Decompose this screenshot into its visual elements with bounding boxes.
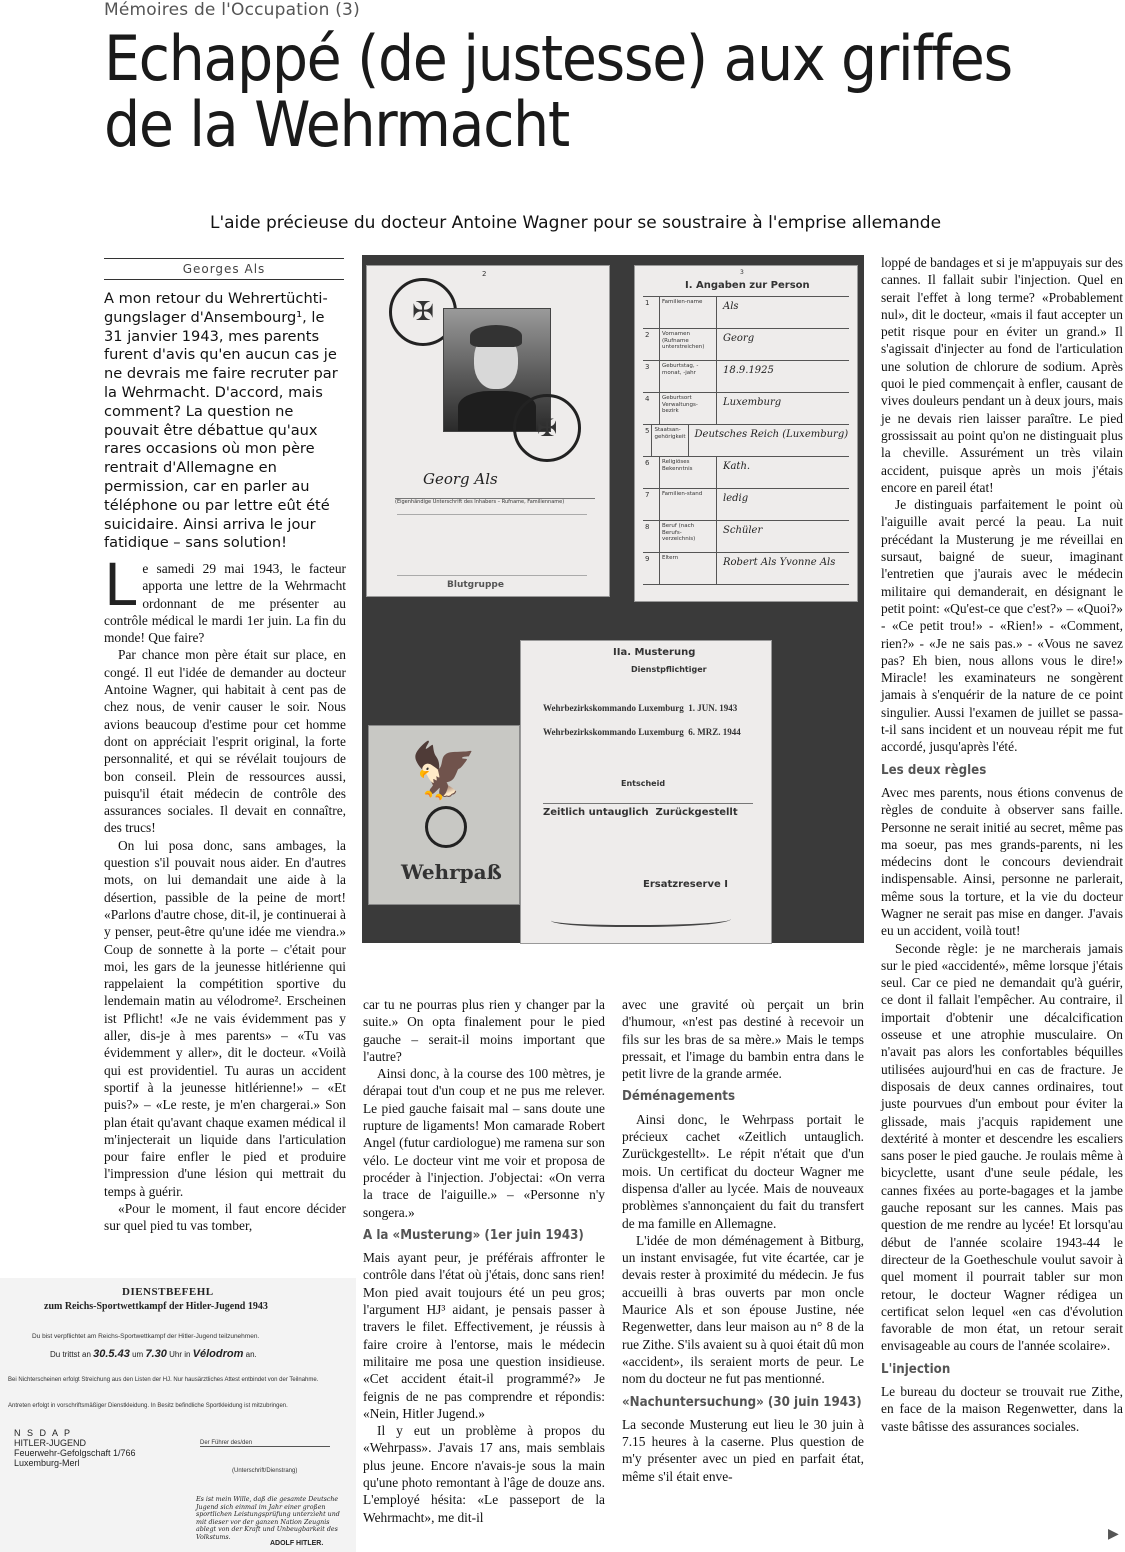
entscheid-label: Entscheid xyxy=(621,779,666,788)
stamp-line: N S D A P xyxy=(14,1428,73,1438)
paragraph: loppé de bandages et si je m'appuyais sur des cannes. Il fallait subir l'injection. Quel en serait l'effet à long terme? «Probablement nul», dit le docteur, «mais il faut accepter un petit risque pour en éviter un grand.» Il s'agissait d'injecter au fond de l'articulation une solution de chlorure de sodium. Après quoi le pied commençait à enfler, causant de vives douleurs pendant un à deux jours, mais je ne devais rien laisser paraître. Le pied grossissait au point qu'on ne distinguait plus la cheville. Assurément un très vilain accident, puisque après un mois j'étais encore en pareil état! xyxy=(881,255,1123,495)
table-row xyxy=(643,393,849,425)
continue-arrow-icon: ▶ xyxy=(1108,1527,1119,1542)
paragraph: Le bureau du docteur se trouvait rue Zithe, en face de la maison Regenwetter, dans la vaste bâtisse des assurances sociales. xyxy=(881,1384,1123,1434)
page-number: 3 xyxy=(740,269,744,276)
document-subtitle: zum Reichs-Sportwettkampf der Hitler-Jugend 1943 xyxy=(44,1301,268,1312)
row-label: Familien-name xyxy=(660,297,717,328)
row-number: 3 xyxy=(643,361,660,392)
stamp-line-2 xyxy=(543,727,741,737)
row-number: 4 xyxy=(643,393,660,424)
page-number: 2 xyxy=(482,270,487,278)
zurueck-stamp: Zurückgestellt xyxy=(655,807,738,818)
dienstbefehl-document xyxy=(0,1278,356,1552)
table-row xyxy=(643,361,849,393)
document-line: Bei Nichterscheinen erfolgt Streichung aus den Listen der HJ. Nur hausärztliches Attest entbindet von der Teilnahme. xyxy=(8,1377,319,1383)
row-label: Religiöses Bekenntnis xyxy=(660,457,717,488)
row-label: Staatsan-gehörigkeit xyxy=(652,425,688,456)
text: Du trittst an xyxy=(50,1350,91,1359)
musterung-title: IIa. Musterung xyxy=(613,647,696,658)
paragraph: Seconde règle: je ne marcherais jamais sur le pied «accidenté», même lorsque j'étais seul. Car ce pied ne demandait qu'à guérir, ce dont il fallait l'empêcher. Au contraire, il importait d'obtenir une décalcification osseuse et une atrophie musculaire. On n'avait pas alors les confortables béquilles utilisées aujourd'hui en cas de fracture. Je disposais de deux cannes ordinaires, tout juste pourvues d'un embout pour éviter la glissade, mais j'acquis rapidement une dextérité à monter et descendre les escaliers sans poser le pied gauche. Je roulais même à bicyclette, usant d'une seule pédale, les cannes fixées au porte-bagages et la jambe gauche reposant sur les cannes. Mais pas question de me rendre au lycée! Et lorsqu'au début de l'année scolaire 1943-44 le directeur de la Goetheschule voulut savoir à quel moment il pourrait tabler sur mon retour, le docteur Wagner rédigea un certificat selon lequel «en cas d'évolution favorable de mon état, un retour serait envisageable au cours de l'année scolaire». xyxy=(881,940,1123,1354)
column-4 xyxy=(881,254,1123,1435)
column-1 xyxy=(104,551,346,1235)
row-label: Eltern xyxy=(660,553,717,584)
wehrpass-title: Wehrpaß xyxy=(401,860,502,884)
section-heading: Déménagements xyxy=(622,1088,736,1105)
signature-scribble xyxy=(551,911,731,927)
stamp-date: 6. MRZ. 1944 xyxy=(688,727,741,737)
person-table xyxy=(643,296,849,585)
stamp-text: Wehrbezirkskommando Luxemburg xyxy=(543,727,684,737)
row-value: Robert Als Yvonne Als xyxy=(723,557,836,568)
official-stamp: ✠ xyxy=(389,278,457,346)
headline-line-2: de la Wehrmacht xyxy=(104,88,569,161)
hitler-quote: Es ist mein Wille, daß die gesamte Deutsche Jugend sich einmal im Jahr einer großen sportlichen Leistungsprüfung unterzieht und mit dieser vor der ganzen Nation Zeugnis ablegt von der Kraft und Unbeugbarkeit des Volkstums. xyxy=(196,1496,340,1541)
wehrpass-photo xyxy=(362,255,864,943)
paragraph: «Pour le moment, il faut encore décider sur quel pied tu vas tomber, xyxy=(104,1200,346,1234)
kicker: Mémoires de l'Occupation (3) xyxy=(104,0,360,20)
subheadline: L'aide précieuse du docteur Antoine Wagner pour se soustraire à l'emprise allemande xyxy=(210,213,942,233)
row-number: 2 xyxy=(643,329,660,360)
row-label: Familien-stand xyxy=(660,489,717,520)
paragraph: Par chance mon père était sur place, en congé. Il eut l'idée de demander au docteur Antoine Wagner, qui habitait à cent pas de chez nous, de venir causer le soir. Nous avions beaucoup d'estime pour cet homme dont on appréciait l'esprit original, la forte personnalité, et qui se révélait toujours de bon conseil. Plein de ressources aussi, puisqu'il était médecin de contrôle des assurances sociales. Il devait en connaître, des trucs! xyxy=(104,647,346,836)
document-title: DIENSTBEFEHL xyxy=(122,1286,214,1298)
stamp-line: Luxemburg-Merl xyxy=(14,1458,80,1468)
section-heading: «Nachuntersuchung» (30 juin 1943) xyxy=(622,1393,862,1410)
form-title: I. Angaben zur Person xyxy=(685,280,810,291)
row-value: Schüler xyxy=(723,525,763,536)
stamp-line-1 xyxy=(543,703,737,713)
hj-stamp xyxy=(14,1428,136,1468)
paragraph: Ainsi donc, à la course des 100 mètres, je dérapai tout d'un coup et ne pus me relever. Le pied gauche faisait mal – sans doute une rupture de ligaments! Mon camarade Robert Angel (futur cardiologue) me ramena sur son vélo. Le docteur vint me voir et proposa de procéder à l'injection. J'objectai: «On verra la trace de l'aiguille.» – «Personne n'y songera.» xyxy=(363,1066,605,1220)
paragraph: Il y eut un problème à propos du «Wehrpass». J'avais 17 ans, mais semblais plus jeune. Encore n'avais-je sous la main qu'une photo remontant à l'âge de douze ans. L'employé hésita: «Le passeport de la Wehrmacht», me dit-il xyxy=(363,1423,605,1525)
ersatz-stamp: Ersatzreserve I xyxy=(643,879,728,890)
musterung-page xyxy=(520,640,772,944)
column-2 xyxy=(363,996,605,1526)
wehrpass-cover xyxy=(368,725,520,905)
paragraph: Je distinguais parfaitement le point où l'aiguille avait percé la peau. La nuit précédant la Musterung je me réveillai en sursaut, baigné de sueur, imaginant l'entretien que j'aurais avec le médecin militaire qui demanderait, en désignant le petit point: «Qu'est-ce que c'est?» – «Quoi?» - «Ce petit trou!» - «Rien!» - «Comment, rien?» - «Je ne sais pas.» - «Vous ne savez pas? Eh bien, nous allons vous le dire!» Miracle! les examinateurs ne songèrent jamais à s'enquérir de la nature de ce point singulier. Aussi l'examen de juillet se passa-t-il sans incident et un nouveau répit me fut accordé, jusqu'après l'été. xyxy=(881,497,1123,755)
row-number: 8 xyxy=(643,521,660,552)
date-value: 30.5.43 xyxy=(93,1348,130,1360)
row-label: Geburtstag, -monat, -jahr xyxy=(660,361,717,392)
eagle-emblem-icon: 🦅 xyxy=(410,740,478,801)
wehrpass-left-page xyxy=(366,265,610,597)
table-row xyxy=(643,457,849,489)
handwritten-values xyxy=(397,514,587,576)
stamp-line: HITLER-JUGEND xyxy=(14,1438,87,1448)
row-number: 6 xyxy=(643,457,660,488)
paragraph: avec une gravité où perçait un brin d'humour, «n'est pas destiné à recevoir un fils sur les bras de sa mère.» Mais le temps pressait, et l'image du bambin entra dans le petit livre de la grande armée. xyxy=(622,997,864,1082)
row-number: 1 xyxy=(643,297,660,328)
stamp-line: Feuerwehr-Gefolgschaft 1/766 xyxy=(14,1448,136,1458)
paragraph: La seconde Musterung eut lieu le 30 juin à 7.15 heures à la caserne. Plus question de m'y présenter avec un pied en parfait état, même s'il était enve- xyxy=(622,1416,864,1484)
decision-stamps xyxy=(543,803,753,818)
table-row xyxy=(643,297,849,329)
row-number: 5 xyxy=(643,425,652,456)
paragraph: L'idée de mon déménagement à Bitburg, un instant envisagée, fut vite écartée, car je devais rester à proximité du médecin. Je fus accueilli à bras ouverts par mon oncle Maurice Als et son épouse Justine, née Regenwetter, dans leur maison au n° 8 de la rue Zithe. S'ils avaient su à quoi était dû mon «accident», ils seraient morts de peur. Le nom du docteur ne fut pas mentionné. xyxy=(622,1232,864,1387)
signature-caption: (Eigenhändige Unterschrift des Inhabers – Rufname, Familienname) xyxy=(395,498,595,505)
intro-paragraph: A mon retour du Wehrertüchti-gungslager d'Ansembourg¹, le 31 janvier 1943, mes parents furent d'avis qu'en aucun cas je ne devrais me faire recruter par la Wehrmacht. D'accord, mais comment? La question ne pouvait être débattue qu'aux rares occasions où mon père rentrait d'Allemagne en permission, car en parler au téléphone ou par lettre eût été suicidaire. Ainsi arriva le jour fatidique – sans solution! xyxy=(104,290,338,552)
row-value: Georg xyxy=(723,333,755,344)
table-row xyxy=(643,425,849,457)
paragraph-text: e samedi 29 mai 1943, le facteur apporta une lettre de la Wehrmacht ordonnant de me présenter au contrôle médical le mardi 1er juin. La fin du monde! Que faire? xyxy=(104,561,346,646)
drop-cap: L xyxy=(104,551,137,619)
text: an. xyxy=(245,1350,257,1359)
table-row xyxy=(643,521,849,553)
row-value: Deutsches Reich (Luxemburg) xyxy=(694,429,849,440)
signature: Georg Als xyxy=(423,470,498,488)
paragraph: Mais ayant peur, je préférais affronter le contrôle dans l'état où j'étais, donc sans rien! Mon pied avait toujours été un peu gros; l'argument HJ³ aidant, je pensais passer à travers le filet. Effectivement, je réussis à faire croire à l'entorse, mais le médecin militaire me posa une question insidieuse. «Cet accident était-il programmé?» Je feignis de ne pas comprendre et répondis: «Nein, Hitler Jugend.» xyxy=(363,1250,605,1421)
time-value: 7.30 xyxy=(145,1348,167,1360)
headline-line-1: Echappé (de justesse) aux griffes xyxy=(104,22,1012,95)
paragraph xyxy=(104,551,346,646)
paragraph: On lui posa donc, sans ambages, la question s'il pouvait nous aider. En d'autres mots, on lui demandait une aide à la désertion, passible de la peine de mort! «Parlons d'autre chose, dit-il, je continuerai à y penser, peut-être qu'une idée me viendra.» Coup de sonnette à la porte – c'était pour moi, les gars de la jeunesse hitlérienne qui rappelaient la compétition sportive du lendemain matin au vélodrome². Erscheinen ist Pflicht! «Je ne vais évidemment pas y aller, dis-je à mes parents» – «Tu vas évidemment y aller», dit le docteur. «Voilà qui est providentiel. Tu auras un accident sportif à la jeunesse hitlérienne!» – «Et puis?» – «Le reste, je m'en chargerai.» Son plan était qu'avant chaque examen médical il m'injecterait un liquide dans l'articulation pour faire enfler le pied et produire l'impression d'une lésion qui mettrait du temps à guérir. xyxy=(104,837,346,1199)
table-row xyxy=(643,329,849,361)
paragraph: car tu ne pourras plus rien y changer par la suite.» On opta finalement pour le pied gauche – serait-il moins important que l'autre? xyxy=(363,997,605,1064)
table-row xyxy=(643,489,849,521)
signature-caption: (Unterschrift/Dienstrang) xyxy=(232,1468,298,1474)
row-label: Beruf (nach Berufs-verzeichnis) xyxy=(660,521,717,552)
section-heading: Les deux règles xyxy=(881,761,987,778)
column-3 xyxy=(622,996,864,1485)
row-label: Geburtsort Verwaltungs-bezirk xyxy=(660,393,717,424)
quote-signature: ADOLF HITLER. xyxy=(270,1540,324,1547)
document-line: Du bist verpflichtet am Reichs-Sportwettkampf der Hitler-Jugend teilzunehmen. xyxy=(32,1333,260,1340)
wehrpass-right-page xyxy=(634,265,858,602)
row-label: Vornamen (Rufname unterstreichen) xyxy=(660,329,717,360)
row-value: 18.9.1925 xyxy=(723,365,774,376)
section-heading: L'injection xyxy=(881,1360,951,1377)
row-value: ledig xyxy=(723,493,749,504)
stamp-date: 1. JUN. 1943 xyxy=(688,703,738,713)
official-stamp: ✠ xyxy=(513,394,581,462)
swastika-wreath-icon xyxy=(425,806,467,848)
text: Uhr in xyxy=(169,1350,191,1359)
row-value: Luxemburg xyxy=(723,397,782,408)
appointment-line xyxy=(50,1348,257,1360)
text: um xyxy=(132,1350,144,1359)
blutgruppe-label: Blutgruppe xyxy=(447,580,504,590)
table-row xyxy=(643,553,849,585)
dienstpflichtiger-label: Dienstpflichtiger xyxy=(631,665,707,674)
fuehrer-line: Der Führer des/den xyxy=(200,1440,330,1447)
row-value: Als xyxy=(723,301,739,312)
row-number: 7 xyxy=(643,489,660,520)
document-line: Antreten erfolgt in vorschriftsmäßiger Dienstkleidung. In Besitz befindliche Sportkleidung ist mitzubringen. xyxy=(8,1403,288,1409)
paragraph: Avec mes parents, nous étions convenus de règles de conduite à observer sans faille. Personne ne serait initié au secret, même pas ma soeur, pas mes grands-parents, ni les médecins dont le concours deviendrait indispensable. Ainsi, personne ne parlerait, même sous la torture, et la vie du docteur Wagner ne serait pas mise en danger. J'avais eu un accident, voilà tout! xyxy=(881,784,1123,939)
place-value: Vélodrom xyxy=(192,1348,244,1360)
row-number: 9 xyxy=(643,553,660,584)
headline xyxy=(104,22,1024,161)
paragraph: Ainsi donc, le Wehrpass portait le précieux cachet «Zeitlich untauglich. Zurückgestellt». Le répit n'était que d'un mois. Un certificat du docteur Wagner me dispensa d'aller au lycée. Mais de nouveaux problèmes s'annonçaient du fait du transfert de ma famille en Allemagne. xyxy=(622,1111,864,1231)
section-heading: A la «Musterung» (1er juin 1943) xyxy=(363,1226,584,1243)
zeitlich-stamp: Zeitlich untauglich xyxy=(543,807,649,818)
row-value: Kath. xyxy=(723,461,751,472)
byline: Georges Als xyxy=(104,258,344,280)
stamp-text: Wehrbezirkskommando Luxemburg xyxy=(543,703,684,713)
